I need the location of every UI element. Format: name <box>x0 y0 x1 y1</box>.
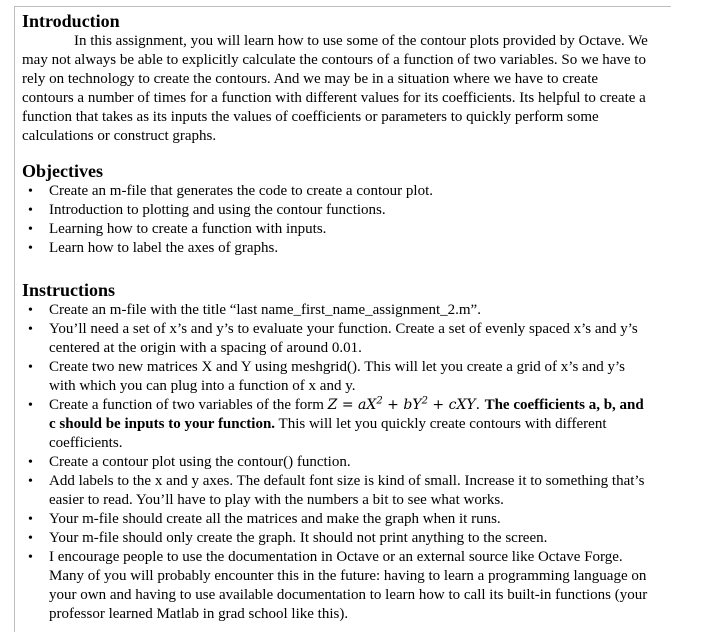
bullet-icon: • <box>28 203 33 218</box>
formula <box>328 397 485 413</box>
list-item <box>22 510 652 529</box>
instruction-bold-text: The coefficients a, b, and c should be inputs to your function. <box>49 397 644 432</box>
formula-plus: + <box>382 397 404 413</box>
formula-exponent: 2 <box>376 395 383 407</box>
bullet-icon: • <box>28 398 33 413</box>
instruction-text: You’ll need a set of x’s and y’s to evaluate your function. Create a set of evenly spaced x’s and y’s centered at the origin with a spacing of around 0.01. <box>49 321 638 356</box>
objectives-heading: Objectives <box>22 161 103 181</box>
list-item <box>22 182 652 201</box>
bullet-icon: • <box>28 322 33 337</box>
bullet-icon: • <box>28 512 33 527</box>
bullet-icon: • <box>28 550 33 565</box>
list-item <box>22 320 652 358</box>
bullet-icon: • <box>28 222 33 237</box>
formula-term-c: cXY <box>448 397 476 413</box>
instruction-text: Your m-file should create all the matrices and make the graph when it runs. <box>49 511 501 527</box>
introduction-paragraph: In this assignment, you will learn how to use some of the contour plots provided by Octave. We may not always be able to explicitly calculate the contours of a function of two variables. So we have to rely on technology to create the contours. And we may be in a situation where we have to create contours a number of times for a function with different values for its coefficients. Its helpful to create a function that takes as its inputs the values of coefficients or parameters to quickly perform some calculations or construct graphs. <box>22 33 648 144</box>
instruction-text: Create an m-file with the title “last name_first_name_assignment_2.m”. <box>49 302 481 318</box>
formula-exponent: 2 <box>421 395 428 407</box>
list-item <box>22 472 652 510</box>
objective-text: Introduction to plotting and using the contour functions. <box>49 202 386 218</box>
formula-term-a: aX <box>358 397 377 413</box>
list-item <box>22 529 652 548</box>
bullet-icon: • <box>28 241 33 256</box>
introduction-section <box>22 10 652 146</box>
instructions-heading: Instructions <box>22 280 116 300</box>
introduction-heading: Introduction <box>22 11 120 31</box>
formula-term-b: bY <box>403 397 422 413</box>
bullet-icon: • <box>28 360 33 375</box>
instruction-text: I encourage people to use the documentation in Octave or an external source like Octave Forge. Many of you will probably encounter this in the future: having to learn a programming language on your own and having to use available documentation to learn how to call its built-in functions (your professor learned Matlab in grad school like this). <box>49 549 648 622</box>
instruction-text-prefix: Create a function of two variables of the form <box>49 397 328 413</box>
formula-period: . <box>475 397 485 413</box>
objective-text: Learn how to label the axes of graphs. <box>49 240 279 256</box>
bullet-icon: • <box>28 531 33 546</box>
list-item <box>22 396 652 453</box>
instruction-text: Create two new matrices X and Y using meshgrid(). This will let you create a grid of x’s and y’s with which you can plug into a function of x and y. <box>49 359 625 394</box>
objective-text: Learning how to create a function with inputs. <box>49 221 327 237</box>
instructions-list <box>22 301 652 624</box>
bullet-icon: • <box>28 474 33 489</box>
instruction-text: Create a contour plot using the contour() function. <box>49 454 351 470</box>
objectives-list <box>22 182 652 258</box>
list-item <box>22 548 652 624</box>
instruction-text-suffix: This will let you quickly create contours with different coefficients. <box>49 416 607 451</box>
bullet-icon: • <box>28 184 33 199</box>
instruction-text: Your m-file should only create the graph. It should not print anything to the screen. <box>49 530 548 546</box>
list-item <box>22 453 652 472</box>
bullet-icon: • <box>28 455 33 470</box>
instruction-text: Add labels to the x and y axes. The default font size is kind of small. Increase it to something that’s easier to read. You’ll have to play with the numbers a bit to see what works. <box>49 473 645 508</box>
bullet-icon: • <box>28 303 33 318</box>
list-item <box>22 358 652 396</box>
formula-equals: = <box>337 397 359 413</box>
objective-text: Create an m-file that generates the code to create a contour plot. <box>49 183 433 199</box>
list-item <box>22 220 652 239</box>
instructions-section <box>22 279 652 624</box>
list-item <box>22 239 652 258</box>
list-item <box>22 201 652 220</box>
list-item <box>22 301 652 320</box>
formula-lhs: Z <box>327 397 338 413</box>
formula-plus: + <box>427 397 449 413</box>
objectives-section <box>22 160 652 258</box>
